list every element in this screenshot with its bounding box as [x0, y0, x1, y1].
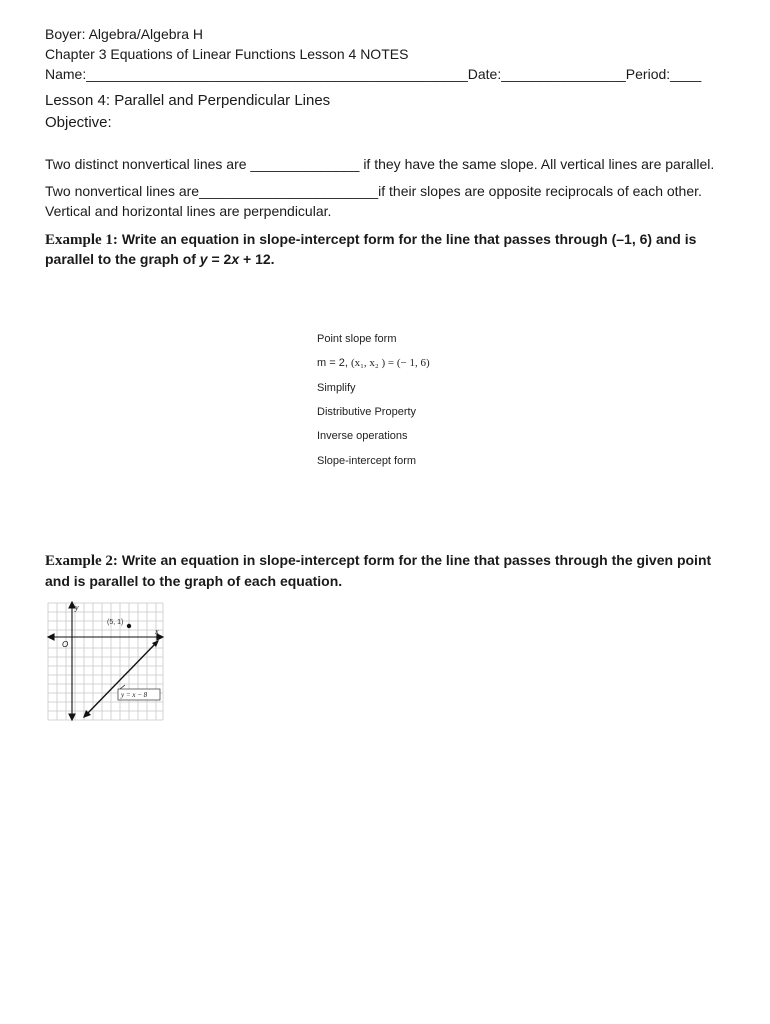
- step-m-math: (x₁, x₂ ) = (− 1, 6): [350, 357, 430, 369]
- example1-var-x: x: [231, 251, 240, 267]
- step-simplify: Simplify: [317, 382, 356, 394]
- parallel-line: [83, 640, 159, 718]
- step-m-text: m = 2,: [317, 357, 348, 369]
- example1-var-y: y: [199, 251, 208, 267]
- step-slope-point: [317, 357, 430, 369]
- objective-label: Objective:: [45, 114, 112, 131]
- example1-label: Example 1:: [45, 232, 118, 248]
- example1-line-a: [45, 231, 696, 249]
- x-axis-label: x: [155, 627, 159, 636]
- graph-grid: [48, 603, 163, 720]
- perpendicular-definition: Two nonvertical lines are_______________________if their slopes are opposite reciprocals of each other.: [45, 183, 702, 199]
- y-axis-label: y: [75, 603, 79, 612]
- vertical-horizontal-note: Vertical and horizontal lines are perpendicular.: [45, 203, 332, 219]
- line-label-leader: [120, 685, 125, 689]
- step-distributive: Distributive Property: [317, 406, 417, 418]
- example2-label: Example 2:: [45, 553, 118, 569]
- example1-text-a: Write an equation in slope-intercept form for the line that passes through (–1, 6) and is: [121, 231, 697, 247]
- example2-line-a: [45, 552, 711, 570]
- parallel-definition: Two distinct nonvertical lines are ______________ if they have the same slope. All vertical lines are parallel.: [45, 156, 715, 172]
- example1-text-b-mid: = 2: [207, 251, 232, 267]
- lesson-title: Lesson 4: Parallel and Perpendicular Lines: [45, 92, 331, 109]
- line-equation-label: y = x − 8: [121, 691, 148, 699]
- example1-text-b-post: + 12.: [239, 251, 275, 267]
- example2-graph: [46, 601, 166, 723]
- example2-text-a: Write an equation in slope-intercept form for the line that passes through the given point: [121, 552, 712, 568]
- given-point: [127, 624, 131, 628]
- teacher-line: Boyer: Algebra/Algebra H: [45, 26, 203, 42]
- step-slope-intercept: Slope-intercept form: [317, 455, 417, 467]
- origin-label: O: [62, 640, 69, 649]
- example1-text-b-pre: parallel to the graph of: [45, 251, 200, 267]
- step-inverse: Inverse operations: [317, 430, 408, 442]
- chapter-line: Chapter 3 Equations of Linear Functions Lesson 4 NOTES: [45, 46, 409, 62]
- step-point-slope: Point slope form: [317, 333, 397, 345]
- example1-line-b: [45, 251, 275, 267]
- example2-text-b: and is parallel to the graph of each equation.: [45, 573, 343, 589]
- point-label: (5, 1): [107, 619, 124, 626]
- name-date-period-line: Name:_________________________________________________Date:________________Period:____: [45, 66, 702, 82]
